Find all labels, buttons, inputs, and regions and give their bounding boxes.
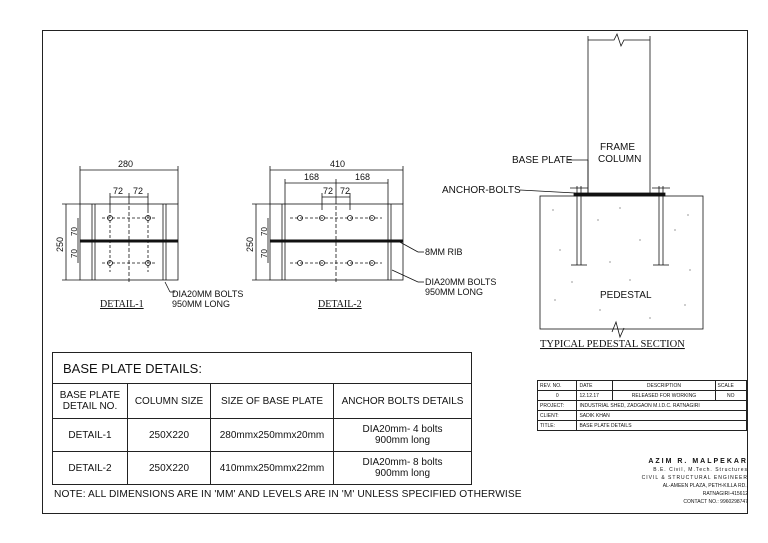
- table-cell: DETAIL-1: [53, 419, 128, 452]
- date-label: DATE: [577, 381, 613, 391]
- detail-2-bolts-note-2: 950MM LONG: [425, 287, 484, 297]
- detail-2-dim-b: 72: [340, 186, 351, 196]
- scale-label: SCALE: [715, 381, 747, 391]
- bolts-line: 900mm long: [374, 435, 431, 446]
- firm-address-1: AL-AMEEN PLAZA, PETH-KILLA RD.,: [662, 483, 748, 489]
- detail-1-bolts-note-2: 950MM LONG: [172, 299, 231, 309]
- detail-2-dim-v2: 70: [260, 249, 269, 258]
- detail-1-dim-v1: 70: [70, 227, 79, 236]
- bolts-line: DIA20mm- 4 bolts: [362, 424, 443, 435]
- table-row: [53, 419, 472, 452]
- detail-1-drawing: [62, 166, 178, 292]
- project-label: PROJECT:: [538, 401, 577, 411]
- detail-1-dim-side: 250: [55, 236, 65, 252]
- frame-column-label-2: COLUMN: [598, 154, 642, 165]
- firm-stamp: [560, 458, 748, 506]
- firm-address-2: RATNAGIRI-415612: [702, 491, 748, 497]
- title-label: TITLE:: [538, 421, 577, 431]
- pedestal-label: PEDESTAL: [600, 290, 652, 301]
- date: 12.12.17: [577, 391, 613, 401]
- title-block: [537, 380, 747, 431]
- rev-no-label: REV. NO.: [538, 381, 577, 391]
- detail-2-bolts-note-1: DIA20MM BOLTS: [425, 277, 497, 287]
- detail-2-drawing: [252, 166, 424, 284]
- detail-2-rib-note: 8MM RIB: [425, 247, 463, 257]
- detail-1-dim-a: 72: [113, 186, 124, 196]
- table-header: SIZE OF BASE PLATE: [211, 384, 334, 419]
- firm-role: CIVIL & STRUCTURAL ENGINEER: [641, 475, 748, 481]
- detail-2-dim-overall: 410: [330, 159, 346, 169]
- title: BASE PLATE DETAILS: [577, 421, 747, 431]
- description: RELEASED FOR WORKING: [613, 391, 715, 401]
- detail-1-dim-v2: 70: [70, 249, 79, 258]
- detail-2-dim-v1: 70: [260, 227, 269, 236]
- client: SADIK KHAN: [577, 411, 747, 421]
- project: INDUSTRIAL SHED, ZADGAON M.I.D.C. RATNAGIRI: [577, 401, 747, 411]
- detail-1-dim-overall: 280: [118, 159, 134, 169]
- table-caption: BASE PLATE DETAILS:: [53, 353, 472, 384]
- scale: NO: [715, 391, 747, 401]
- detail-1-bolts-note-1: DIA20MM BOLTS: [172, 289, 244, 299]
- table-header: COLUMN SIZE: [128, 384, 211, 419]
- frame-column-label-1: FRAME: [600, 142, 635, 153]
- anchor-bolts-label: ANCHOR-BOLTS: [442, 185, 521, 196]
- pedestal-section-title: TYPICAL PEDESTAL SECTION: [540, 339, 685, 350]
- rev-no: 0: [538, 391, 577, 401]
- table-cell: DETAIL-2: [53, 452, 128, 485]
- client-label: CLIENT:: [538, 411, 577, 421]
- firm-contact: CONTACT NO.: 9960298747: [683, 499, 748, 505]
- firm-name: AZIM R. MALPEKAR: [648, 458, 748, 465]
- dimensions-note: NOTE: ALL DIMENSIONS ARE IN 'MM' AND LEVELS ARE IN 'M' UNLESS SPECIFIED OTHERWISE: [54, 489, 522, 500]
- detail-1-dim-b: 72: [133, 186, 144, 196]
- table-cell: 280mmx250mmx20mm: [211, 419, 334, 452]
- bolts-line: 900mm long: [374, 468, 431, 479]
- table-cell: [334, 419, 472, 452]
- table-header: BASE PLATE DETAIL NO.: [53, 384, 128, 419]
- table-cell: 410mmx250mmx22mm: [211, 452, 334, 485]
- base-plate-label: BASE PLATE: [512, 155, 573, 166]
- bolts-line: DIA20mm- 8 bolts: [362, 457, 443, 468]
- table-header: ANCHOR BOLTS DETAILS: [334, 384, 472, 419]
- base-plate-details-table: [52, 352, 472, 485]
- table-row: [53, 452, 472, 485]
- pedestal-concrete-hatch: [552, 207, 690, 318]
- detail-1-label: DETAIL-1: [100, 299, 144, 310]
- table-cell: 250X220: [128, 419, 211, 452]
- detail-2-dim-a: 72: [323, 186, 334, 196]
- detail-2-dim-c2: 168: [355, 172, 371, 182]
- detail-2-dim-c1: 168: [304, 172, 320, 182]
- detail-2-label: DETAIL-2: [318, 299, 362, 310]
- detail-2-dim-side: 250: [245, 236, 255, 252]
- table-cell: 250X220: [128, 452, 211, 485]
- table-header-row: [53, 384, 472, 419]
- firm-qualification: B.E. Civil, M.Tech. Structures: [653, 467, 748, 473]
- table-cell: [334, 452, 472, 485]
- description-label: DESCRIPTION: [613, 381, 715, 391]
